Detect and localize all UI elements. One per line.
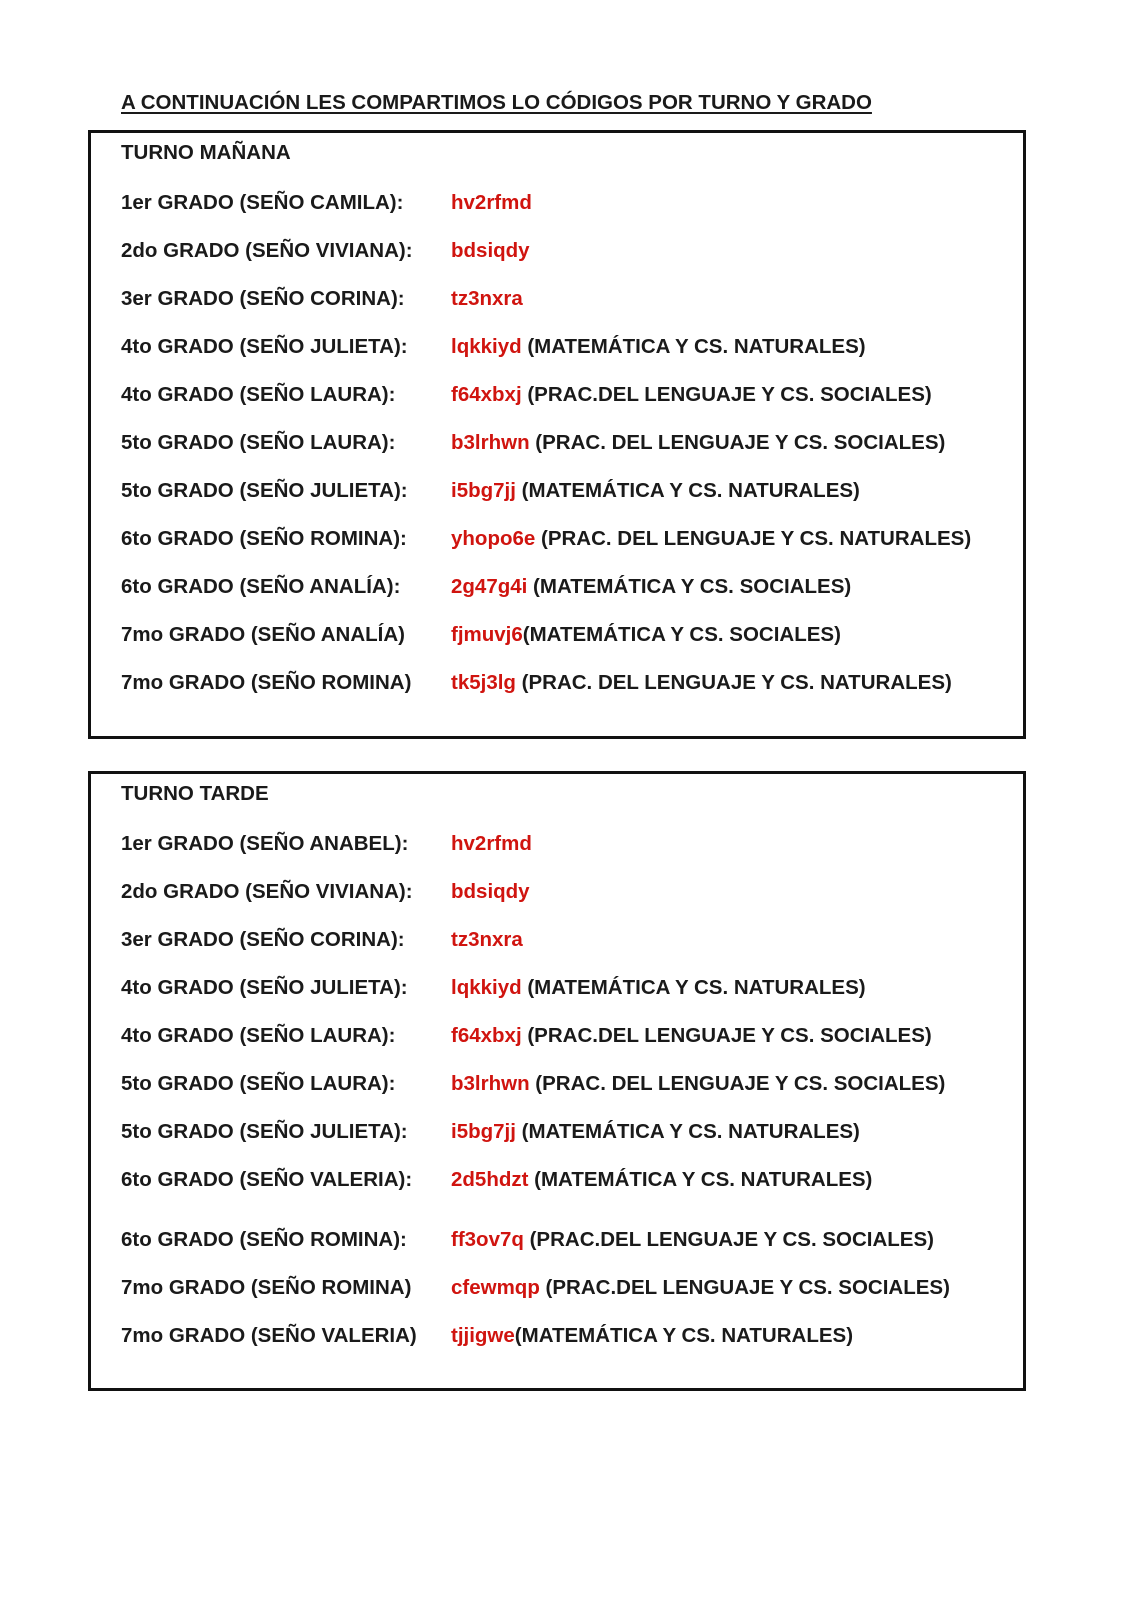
class-code: b3lrhwn xyxy=(451,431,530,454)
list-item xyxy=(121,527,971,551)
class-code: lqkkiyd xyxy=(451,976,522,999)
subject-label: (PRAC.DEL LENGUAJE Y CS. SOCIALES) xyxy=(523,1228,934,1251)
list-item xyxy=(121,191,532,215)
class-code: tjjigwe xyxy=(451,1324,515,1347)
grade-label: 3er GRADO (SEÑO CORINA): xyxy=(121,287,405,310)
class-code: ff3ov7q xyxy=(451,1228,524,1251)
subject-label: (MATEMÁTICA Y CS. SOCIALES) xyxy=(527,575,852,598)
grade-label: 5to GRADO (SEÑO LAURA): xyxy=(121,1072,396,1095)
class-code: fjmuvj6 xyxy=(451,623,523,646)
subject-label: (MATEMÁTICA Y CS. SOCIALES) xyxy=(522,623,841,646)
grade-label: 5to GRADO (SEÑO JULIETA): xyxy=(121,479,408,502)
list-item xyxy=(121,1276,950,1300)
list-item xyxy=(121,928,523,952)
grade-label: 1er GRADO (SEÑO CAMILA): xyxy=(121,191,404,214)
grade-label: 2do GRADO (SEÑO VIVIANA): xyxy=(121,880,413,903)
subject-label: (PRAC. DEL LENGUAJE Y CS. SOCIALES) xyxy=(529,1072,946,1095)
list-item xyxy=(121,479,860,503)
class-code: bdsiqdy xyxy=(451,880,530,903)
subject-label: (MATEMÁTICA Y CS. NATURALES) xyxy=(515,1120,860,1143)
list-item xyxy=(121,1120,860,1144)
class-code: 2d5hdzt xyxy=(451,1168,529,1191)
subject-label: (MATEMÁTICA Y CS. NATURALES) xyxy=(515,479,860,502)
list-item xyxy=(121,335,866,359)
grade-label: 7mo GRADO (SEÑO VALERIA) xyxy=(121,1324,417,1347)
list-item xyxy=(121,623,841,647)
grade-label: 6to GRADO (SEÑO ANALÍA): xyxy=(121,575,401,598)
grade-label: 1er GRADO (SEÑO ANABEL): xyxy=(121,832,409,855)
class-code: i5bg7jj xyxy=(451,479,516,502)
list-item xyxy=(121,976,866,1000)
subject-label: (PRAC.DEL LENGUAJE Y CS. SOCIALES) xyxy=(539,1276,950,1299)
list-item xyxy=(121,1072,945,1096)
turno-manana-box xyxy=(88,130,1026,739)
list-item xyxy=(121,383,932,407)
class-code: i5bg7jj xyxy=(451,1120,516,1143)
grade-label: 2do GRADO (SEÑO VIVIANA): xyxy=(121,239,413,262)
class-code: bdsiqdy xyxy=(451,239,530,262)
list-item xyxy=(121,1168,872,1192)
class-code: b3lrhwn xyxy=(451,1072,530,1095)
class-code: 2g47g4i xyxy=(451,575,528,598)
turno-tarde-box xyxy=(88,771,1026,1391)
turno-tarde-title: TURNO TARDE xyxy=(121,782,269,805)
subject-label: (MATEMÁTICA Y CS. NATURALES) xyxy=(521,335,866,358)
grade-label: 4to GRADO (SEÑO JULIETA): xyxy=(121,976,408,999)
list-item xyxy=(121,1228,934,1252)
grade-label: 6to GRADO (SEÑO ROMINA): xyxy=(121,1228,407,1251)
subject-label: (PRAC.DEL LENGUAJE Y CS. SOCIALES) xyxy=(521,383,932,406)
grade-label: 6to GRADO (SEÑO ROMINA): xyxy=(121,527,407,550)
turno-manana-title: TURNO MAÑANA xyxy=(121,141,291,164)
class-code: tz3nxra xyxy=(451,928,523,951)
grade-label: 5to GRADO (SEÑO LAURA): xyxy=(121,431,396,454)
class-code: tk5j3lg xyxy=(451,671,516,694)
subject-label: (PRAC.DEL LENGUAJE Y CS. SOCIALES) xyxy=(521,1024,932,1047)
grade-label: 5to GRADO (SEÑO JULIETA): xyxy=(121,1120,408,1143)
grade-label: 7mo GRADO (SEÑO ROMINA) xyxy=(121,671,412,694)
class-code: f64xbxj xyxy=(451,1024,522,1047)
grade-label: 7mo GRADO (SEÑO ROMINA) xyxy=(121,1276,412,1299)
list-item xyxy=(121,1024,932,1048)
subject-label: (PRAC. DEL LENGUAJE Y CS. SOCIALES) xyxy=(529,431,946,454)
class-code: f64xbxj xyxy=(451,383,522,406)
grade-label: 3er GRADO (SEÑO CORINA): xyxy=(121,928,405,951)
subject-label: (MATEMÁTICA Y CS. NATURALES) xyxy=(528,1168,873,1191)
list-item xyxy=(121,832,532,856)
class-code: yhopo6e xyxy=(451,527,536,550)
page-heading: A CONTINUACIÓN LES COMPARTIMOS LO CÓDIGOS POR TURNO Y GRADO xyxy=(121,91,872,114)
list-item xyxy=(121,880,530,904)
subject-label: (MATEMÁTICA Y CS. NATURALES) xyxy=(514,1324,854,1347)
list-item xyxy=(121,287,523,311)
list-item xyxy=(121,575,851,599)
class-code: lqkkiyd xyxy=(451,335,522,358)
grade-label: 7mo GRADO (SEÑO ANALÍA) xyxy=(121,623,405,646)
subject-label: (MATEMÁTICA Y CS. NATURALES) xyxy=(521,976,866,999)
list-item xyxy=(121,239,530,263)
class-code: hv2rfmd xyxy=(451,191,532,214)
list-item xyxy=(121,431,945,455)
grade-label: 6to GRADO (SEÑO VALERIA): xyxy=(121,1168,413,1191)
class-code: cfewmqp xyxy=(451,1276,540,1299)
class-code: tz3nxra xyxy=(451,287,523,310)
class-code: hv2rfmd xyxy=(451,832,532,855)
grade-label: 4to GRADO (SEÑO JULIETA): xyxy=(121,335,408,358)
list-item xyxy=(121,671,952,695)
grade-label: 4to GRADO (SEÑO LAURA): xyxy=(121,383,396,406)
subject-label: (PRAC. DEL LENGUAJE Y CS. NATURALES) xyxy=(515,671,952,694)
subject-label: (PRAC. DEL LENGUAJE Y CS. NATURALES) xyxy=(535,527,972,550)
list-item xyxy=(121,1324,853,1348)
grade-label: 4to GRADO (SEÑO LAURA): xyxy=(121,1024,396,1047)
